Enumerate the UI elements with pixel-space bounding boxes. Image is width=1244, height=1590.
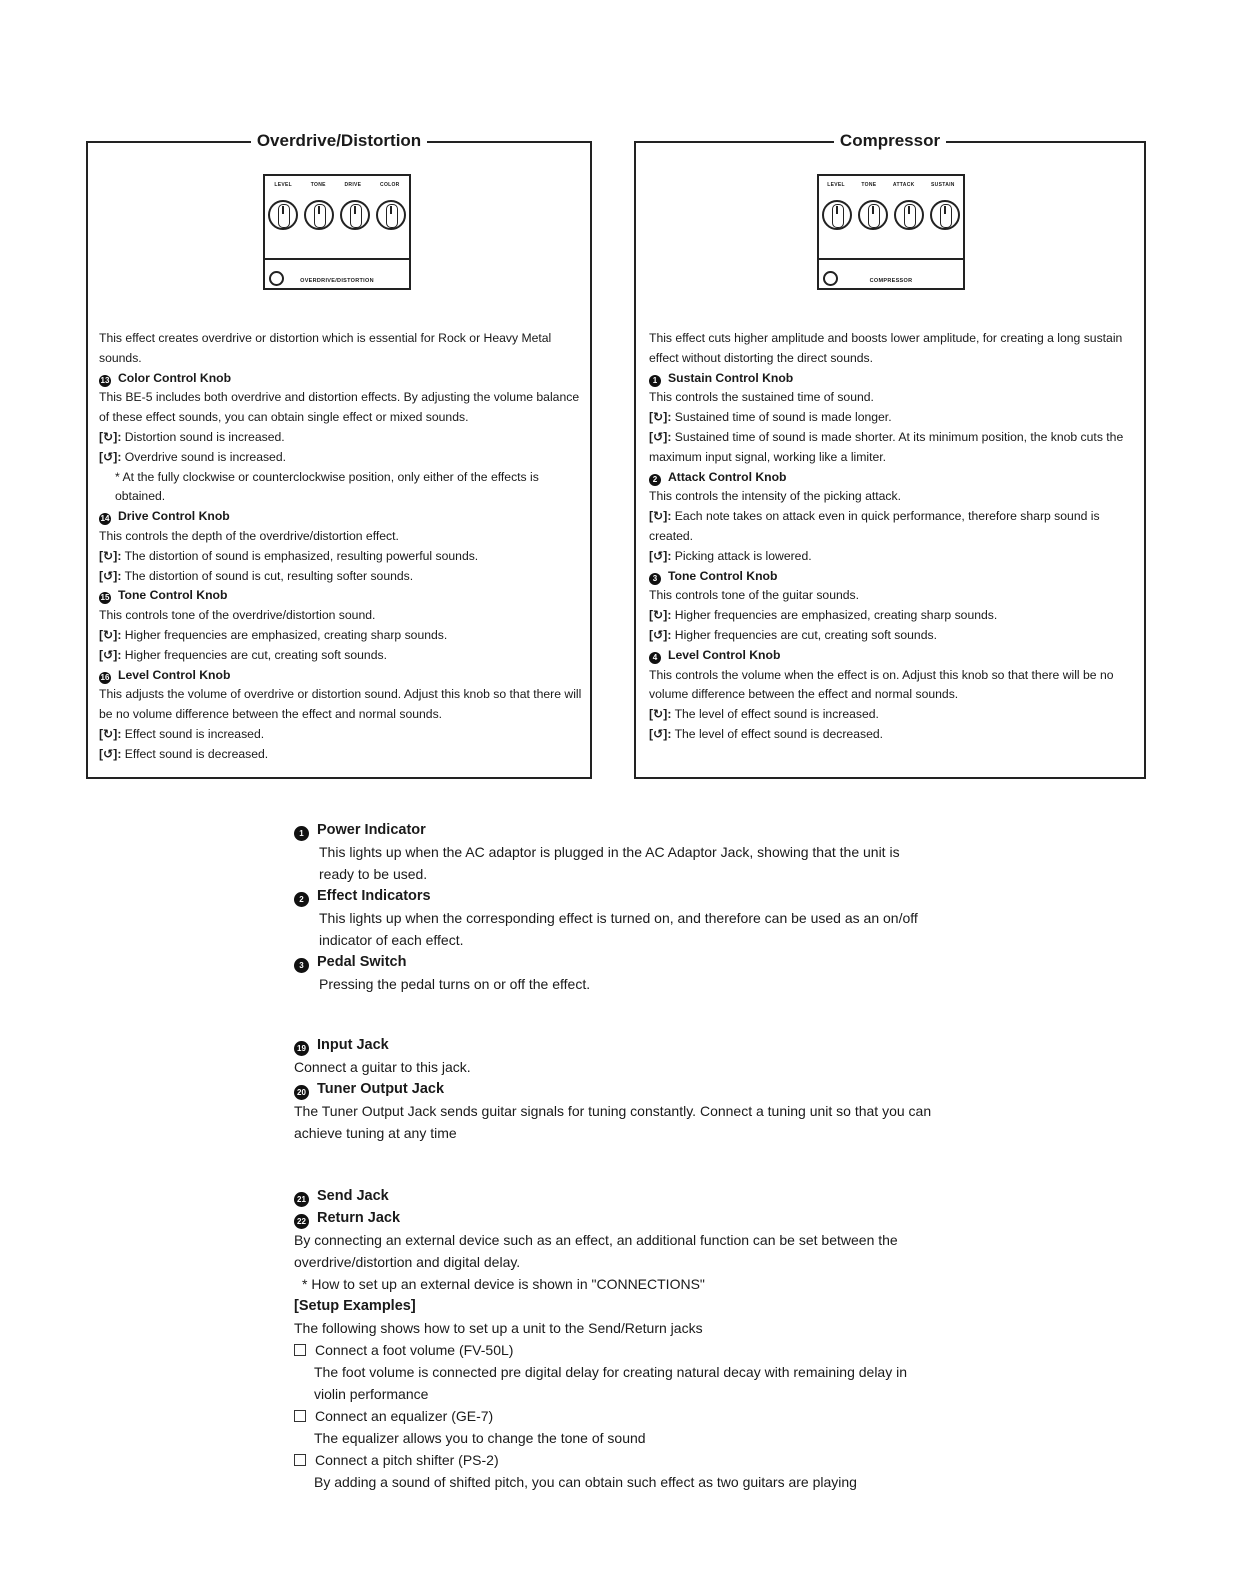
level-knob-ccw: [↺]: Effect sound is decreased. [99,746,269,761]
knob-label-level: LEVEL [274,182,292,188]
power-indicator-desc: This lights up when the AC adaptor is plugged in the AC Adaptor Jack, showing that the unit is ready to be used. [319,844,900,882]
drive-knob-heading: 14 Drive Control Knob [100,509,230,524]
level-knob-desc: This controls the volume when the effect is on. Adjust this knob so that there will be no volume difference between the effect and normal sounds. [649,667,1114,702]
number-badge-icon: 15 [100,593,110,603]
compressor-panel [634,131,1146,779]
counterclockwise-icon: [↺]: [99,647,122,662]
pedal-name: COMPRESSOR [869,278,913,284]
tone-knob-cw: [↻]: Higher frequencies are emphasized, creating sharp sounds. [649,608,998,623]
number-badge-icon: 1 [294,826,309,841]
number-badge-icon: 3 [294,958,309,973]
return-jack-heading: 22 Return Jack [294,1207,934,1229]
number-badge-icon: 21 [294,1192,309,1207]
level-knob-ccw: [↺]: The level of effect sound is decreased. [649,726,884,741]
indicators-section [294,819,934,995]
color-knob-note: * At the fully clockwise or counterclockwise position, only either of the effects is obtained. [115,469,539,504]
knob-icon [822,200,852,230]
checkbox-square-icon [294,1344,306,1356]
example-foot-volume-desc: The foot volume is connected pre digital delay for creating natural decay with remaining delay in violin performance [314,1364,907,1402]
overdrive-text [99,329,587,765]
color-knob-ccw: [↺]: Overdrive sound is increased. [99,449,287,464]
pedal-switch-desc: Pressing the pedal turns on or off the effect. [319,976,591,992]
knob-icon [894,200,924,230]
counterclockwise-icon: [↺]: [99,746,122,761]
level-knob-heading: 16 Level Control Knob [100,667,231,682]
number-badge-icon: 2 [649,474,661,486]
tone-knob-cw: [↻]: Higher frequencies are emphasized, creating sharp sounds. [99,627,448,642]
power-indicator-heading: 1 Power Indicator [294,819,934,841]
attack-knob-desc: This controls the intensity of the picking attack. [649,489,901,504]
sustain-knob-ccw: [↺]: Sustained time of sound is made shorter. At its minimum position, the knob cuts the maximum input signal, working like a limiter. [649,429,1124,464]
knob-label-level: LEVEL [827,182,845,188]
pedal-divider [819,258,963,260]
input-jack-heading: 19 Input Jack [294,1034,934,1056]
compressor-text [649,329,1137,745]
clockwise-icon: [↻]: [99,627,122,642]
effect-indicators-desc: This lights up when the corresponding effect is turned on, and therefore can be used as an on/off indicator of each effect. [319,910,918,948]
pedal-divider [265,258,409,260]
attack-knob-cw: [↻]: Each note takes on attack even in quick performance, therefore sharp sound is created. [649,509,1100,543]
counterclockwise-icon: [↺]: [649,548,672,563]
number-badge-icon: 1 [649,375,661,387]
knob-label-tone: TONE [310,182,326,188]
sustain-knob-cw: [↻]: Sustained time of sound is made longer. [649,410,892,425]
knob-label-tone: TONE [861,182,877,188]
connections-note: * How to set up an external device is shown in "CONNECTIONS" [302,1276,705,1292]
tuner-output-jack-heading: 20 Tuner Output Jack [294,1078,934,1100]
tone-knob-ccw: [↺]: Higher frequencies are cut, creating soft sounds. [649,627,937,642]
tone-knob-ccw: [↺]: Higher frequencies are cut, creating soft sounds. [99,647,387,662]
clockwise-icon: [↻]: [99,548,122,563]
example-foot-volume: Connect a foot volume (FV-50L) [294,1339,934,1361]
counterclockwise-icon: [↺]: [649,726,672,741]
tone-knob-heading: 15 Tone Control Knob [100,588,228,603]
counterclockwise-icon: [↺]: [99,568,122,583]
knob-icon [268,200,298,230]
color-knob-cw: [↻]: Distortion sound is increased. [99,429,285,444]
color-knob-heading: 13 Color Control Knob [100,370,232,385]
knob-label-attack: ATTACK [892,182,915,188]
counterclockwise-icon: [↺]: [649,429,672,444]
knob-icon [930,200,960,230]
tone-knob-heading: 3 Tone Control Knob [649,567,1137,587]
sustain-knob-desc: This controls the sustained time of sound. [649,390,874,405]
sustain-knob-heading: 1 Sustain Control Knob [649,369,1137,389]
knob-label-color: COLOR [380,182,400,188]
pedal-switch-heading: 3 Pedal Switch [294,951,934,973]
overdrive-intro: This effect creates overdrive or distortion which is essential for Rock or Heavy Metal sounds. [99,331,552,365]
level-knob-heading: 4 Level Control Knob [649,646,1137,666]
number-badge-icon: 4 [649,652,661,664]
clockwise-icon: [↻]: [99,429,122,444]
number-badge-icon: 3 [649,573,661,585]
number-badge-icon: 20 [294,1085,309,1100]
knob-icon [304,200,334,230]
drive-knob-cw: [↻]: The distortion of sound is emphasized, resulting powerful sounds. [99,548,479,563]
knob-label-drive: DRIVE [344,182,362,188]
effect-indicators-heading: 2 Effect Indicators [294,885,934,907]
overdrive-pedal-diagram [263,174,411,290]
number-badge-icon: 14 [100,514,110,524]
color-knob-desc: This BE-5 includes both overdrive and distortion effects. By adjusting the volume balance of these effect sounds, you can obtain single effect or mixed sounds. [99,390,580,425]
attack-knob-ccw: [↺]: Picking attack is lowered. [649,548,812,563]
example-pitch-shifter: Connect a pitch shifter (PS-2) [294,1449,934,1471]
clockwise-icon: [↻]: [649,509,672,524]
overdrive-title: Overdrive/Distortion [251,131,427,150]
number-badge-icon: 13 [100,375,110,385]
clockwise-icon: [↻]: [649,410,672,425]
checkbox-square-icon [294,1454,306,1466]
level-knob-desc: This adjusts the volume of overdrive or distortion sound. Adjust this knob so that there will be no volume difference between the effect and normal sounds. [99,687,582,722]
knob-icon [340,200,370,230]
tone-knob-desc: This controls tone of the guitar sounds. [649,588,860,603]
counterclockwise-icon: [↺]: [99,449,122,464]
tuner-output-jack-desc: The Tuner Output Jack sends guitar signals for tuning constantly. Connect a tuning unit so that you can achieve tuning at any time [294,1103,932,1141]
send-jack-heading: 21 Send Jack [294,1185,934,1207]
attack-knob-heading: 2 Attack Control Knob [649,468,1137,488]
knob-icon [376,200,406,230]
tone-knob-desc: This controls tone of the overdrive/distortion sound. [99,608,376,623]
compressor-title: Compressor [834,131,946,150]
example-equalizer: Connect an equalizer (GE-7) [294,1405,934,1427]
level-knob-cw: [↻]: Effect sound is increased. [99,726,265,741]
example-pitch-shifter-desc: By adding a sound of shifted pitch, you can obtain such effect as two guitars are playing [314,1474,857,1490]
example-equalizer-desc: The equalizer allows you to change the tone of sound [314,1430,646,1446]
send-return-desc: By connecting an external device such as an effect, an additional function can be set between the overdrive/distortion and digital delay. [294,1232,898,1270]
send-return-section [294,1185,934,1493]
input-jack-desc: Connect a guitar to this jack. [294,1059,471,1075]
clockwise-icon: [↻]: [99,726,122,741]
number-badge-icon: 22 [294,1214,309,1229]
compressor-pedal-diagram [817,174,965,290]
number-badge-icon: 19 [294,1041,309,1056]
number-badge-icon: 16 [100,672,110,682]
pedal-name: OVERDRIVE/DISTORTION [300,278,374,284]
compressor-intro: This effect cuts higher amplitude and boosts lower amplitude, for creating a long sustain effect without distorting the direct sounds. [649,331,1123,365]
drive-knob-desc: This controls the depth of the overdrive/distortion effect. [99,528,399,543]
counterclockwise-icon: [↺]: [649,627,672,642]
clockwise-icon: [↻]: [649,707,672,722]
checkbox-square-icon [294,1410,306,1422]
number-badge-icon: 2 [294,892,309,907]
drive-knob-ccw: [↺]: The distortion of sound is cut, resulting softer sounds. [99,568,414,583]
setup-examples-heading: [Setup Examples] [294,1298,416,1314]
knob-label-sustain: SUSTAIN [931,182,955,188]
clockwise-icon: [↻]: [649,608,672,623]
level-knob-cw: [↻]: The level of effect sound is increased. [649,707,879,722]
knob-icon [858,200,888,230]
setup-intro: The following shows how to set up a unit to the Send/Return jacks [294,1320,703,1336]
overdrive-distortion-panel [86,131,592,779]
jacks-section [294,1034,934,1144]
